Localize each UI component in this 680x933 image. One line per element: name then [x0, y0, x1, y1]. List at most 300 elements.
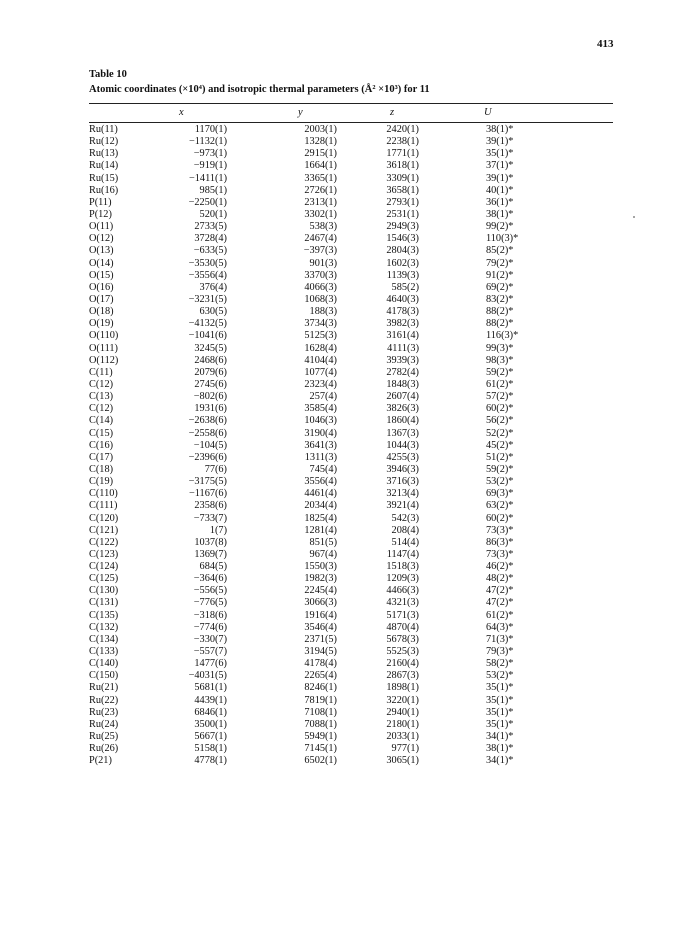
- atom-label: P(11): [89, 196, 112, 208]
- table-row: [0, 719, 680, 731]
- coord-z: 4178(3): [386, 306, 419, 318]
- coord-z: 1139(3): [386, 269, 419, 281]
- atom-label: C(134): [89, 633, 119, 645]
- coord-z: 585(2): [391, 281, 419, 293]
- atom-label: C(19): [89, 476, 114, 488]
- thermal-u: 91(2)*: [486, 269, 514, 281]
- atom-label: O(17): [89, 293, 114, 305]
- coord-z: 2531(1): [386, 208, 419, 220]
- coord-x: −2250(1): [188, 196, 227, 208]
- atom-label: C(120): [89, 512, 119, 524]
- coord-z: 3946(3): [386, 463, 419, 475]
- coord-y: 851(5): [309, 536, 337, 548]
- coord-x: −330(7): [193, 633, 227, 645]
- table-row: [0, 707, 680, 719]
- coord-x: 1037(8): [194, 536, 227, 548]
- atom-label: C(140): [89, 658, 119, 670]
- thermal-u: 79(2)*: [486, 257, 514, 269]
- atom-label: P(12): [89, 208, 112, 220]
- coord-z: 1771(1): [386, 148, 419, 160]
- coord-x: 1477(6): [194, 658, 227, 670]
- coord-z: 3716(3): [386, 476, 419, 488]
- atom-label: C(110): [89, 488, 118, 500]
- coord-z: 5678(3): [386, 633, 419, 645]
- coord-y: 1664(1): [304, 160, 337, 172]
- coord-y: 3641(3): [304, 439, 337, 451]
- coord-x: 2468(6): [194, 354, 227, 366]
- atom-label: Ru(24): [89, 718, 119, 730]
- table-label: Table 10: [89, 69, 127, 80]
- atom-label: C(13): [89, 391, 114, 403]
- thermal-u: 37(1)*: [486, 160, 514, 172]
- atom-label: O(11): [89, 221, 114, 233]
- coord-y: 6502(1): [304, 755, 337, 767]
- coord-x: 985(1): [199, 184, 227, 196]
- coord-z: 4321(3): [386, 597, 419, 609]
- table-row: [0, 415, 680, 427]
- coord-y: 2034(4): [304, 500, 337, 512]
- coord-z: 3826(3): [386, 403, 419, 415]
- table-row: [0, 306, 680, 318]
- table-row: [0, 282, 680, 294]
- table-row: [0, 318, 680, 330]
- table-row: [0, 731, 680, 743]
- table-row: [0, 549, 680, 561]
- coord-z: 1518(3): [386, 561, 419, 573]
- atom-label: C(12): [89, 378, 114, 390]
- table-row: [0, 537, 680, 549]
- table-row: [0, 755, 680, 767]
- thermal-u: 60(2)*: [486, 403, 514, 415]
- thermal-u: 85(2)*: [486, 245, 514, 257]
- coord-x: −776(5): [193, 597, 227, 609]
- coord-x: −802(6): [193, 391, 227, 403]
- thermal-u: 63(2)*: [486, 500, 514, 512]
- atom-label: Ru(14): [89, 160, 119, 172]
- table-row: [0, 573, 680, 585]
- atom-label: C(133): [89, 646, 119, 658]
- coord-y: 7819(1): [304, 694, 337, 706]
- thermal-u: 38(1)*: [486, 208, 514, 220]
- coord-x: 5681(1): [194, 682, 227, 694]
- coord-x: 2745(6): [194, 378, 227, 390]
- atom-label: C(124): [89, 561, 119, 573]
- coord-z: 514(4): [391, 536, 419, 548]
- thermal-u: 64(3)*: [486, 621, 514, 633]
- table-row: [0, 476, 680, 488]
- coord-z: 2793(1): [386, 196, 419, 208]
- table-row: [0, 525, 680, 537]
- table-row: [0, 343, 680, 355]
- atom-label: C(132): [89, 621, 119, 633]
- atom-label: C(16): [89, 439, 114, 451]
- coord-y: 5949(1): [304, 731, 337, 743]
- coord-z: 2607(4): [386, 391, 419, 403]
- coord-y: 1077(4): [304, 366, 337, 378]
- atom-label: Ru(16): [89, 184, 119, 196]
- thermal-u: 45(2)*: [486, 439, 514, 451]
- coord-y: 3194(5): [304, 646, 337, 658]
- table-row: [0, 245, 680, 257]
- coord-z: 5525(3): [386, 646, 419, 658]
- atom-label: C(125): [89, 573, 119, 585]
- coord-y: 3546(4): [304, 621, 337, 633]
- coord-x: 2079(6): [194, 366, 227, 378]
- table-row: [0, 270, 680, 282]
- table-row: [0, 488, 680, 500]
- coord-z: 4870(4): [386, 621, 419, 633]
- coord-x: 684(5): [199, 561, 227, 573]
- coord-x: −318(6): [193, 609, 227, 621]
- thermal-u: 83(2)*: [486, 293, 514, 305]
- column-header-y: y: [298, 107, 303, 118]
- table-row: [0, 391, 680, 403]
- coord-y: 7108(1): [304, 706, 337, 718]
- atom-label: O(14): [89, 257, 114, 269]
- coord-y: 257(4): [309, 391, 337, 403]
- coord-y: 1328(1): [304, 136, 337, 148]
- coord-y: 2265(4): [304, 670, 337, 682]
- table-row: [0, 185, 680, 197]
- coord-y: 1046(3): [304, 415, 337, 427]
- thermal-u: 38(1)*: [486, 743, 514, 755]
- table-row: [0, 610, 680, 622]
- coord-z: 1898(1): [386, 682, 419, 694]
- coord-z: 542(3): [391, 512, 419, 524]
- coord-x: 2733(5): [194, 221, 227, 233]
- coord-x: 6846(1): [194, 706, 227, 718]
- coord-x: 520(1): [199, 208, 227, 220]
- coord-y: 1311(3): [304, 451, 337, 463]
- coord-x: −1132(1): [188, 136, 227, 148]
- thermal-u: 110(3)*: [486, 233, 519, 245]
- coord-x: 376(4): [199, 281, 227, 293]
- coord-x: 77(6): [204, 463, 227, 475]
- thermal-u: 56(2)*: [486, 415, 514, 427]
- coord-x: −633(5): [193, 245, 227, 257]
- atom-label: O(111): [89, 342, 118, 354]
- coord-y: 7088(1): [304, 718, 337, 730]
- coord-x: −2558(6): [188, 427, 227, 439]
- table-row: [0, 233, 680, 245]
- coord-x: 1170(1): [194, 124, 227, 135]
- thermal-u: 57(2)*: [486, 391, 514, 403]
- thermal-u: 79(3)*: [486, 646, 514, 658]
- atom-label: C(15): [89, 427, 114, 439]
- table-row: [0, 379, 680, 391]
- thermal-u: 53(2)*: [486, 670, 514, 682]
- coord-x: −1167(6): [188, 488, 227, 500]
- table-row: [0, 682, 680, 694]
- atom-label: Ru(15): [89, 172, 119, 184]
- table-row: [0, 209, 680, 221]
- thermal-u: 88(2)*: [486, 318, 514, 330]
- table-row: [0, 452, 680, 464]
- thermal-u: 71(3)*: [486, 633, 514, 645]
- atom-label: C(18): [89, 463, 114, 475]
- coord-y: 1916(4): [304, 609, 337, 621]
- thermal-u: 116(3)*: [486, 330, 519, 342]
- thermal-u: 73(3)*: [486, 524, 514, 536]
- table-row: [0, 294, 680, 306]
- thermal-u: 47(2)*: [486, 597, 514, 609]
- coord-z: 3939(3): [386, 354, 419, 366]
- coord-z: 3618(1): [386, 160, 419, 172]
- thermal-u: 69(2)*: [486, 281, 514, 293]
- atom-label: C(17): [89, 451, 114, 463]
- table-row: [0, 355, 680, 367]
- thermal-u: 40(1)*: [486, 184, 514, 196]
- table-row: [0, 440, 680, 452]
- table-row: [0, 634, 680, 646]
- coord-x: −733(7): [193, 512, 227, 524]
- coord-y: 745(4): [309, 463, 337, 475]
- coord-x: −556(5): [193, 585, 227, 597]
- coord-x: −1411(1): [188, 172, 227, 184]
- column-header-x: x: [179, 107, 184, 118]
- coord-z: 3220(1): [386, 694, 419, 706]
- table-row: [0, 743, 680, 755]
- coord-z: 4466(3): [386, 585, 419, 597]
- coord-z: 2949(3): [386, 221, 419, 233]
- coord-z: 1848(3): [386, 378, 419, 390]
- coord-z: 1546(3): [386, 233, 419, 245]
- coord-x: 1(7): [209, 524, 227, 536]
- coord-y: 967(4): [309, 548, 337, 560]
- coord-y: 3066(3): [304, 597, 337, 609]
- coord-x: 4439(1): [194, 694, 227, 706]
- atom-label: Ru(25): [89, 731, 119, 743]
- atom-label: O(15): [89, 269, 114, 281]
- coord-z: 5171(3): [386, 609, 419, 621]
- thermal-u: 73(3)*: [486, 548, 514, 560]
- table-row: [0, 197, 680, 209]
- table-row: [0, 330, 680, 342]
- coord-x: 4778(1): [194, 755, 227, 767]
- coord-y: 188(3): [309, 306, 337, 318]
- coord-y: 3190(4): [304, 427, 337, 439]
- coord-y: 8246(1): [304, 682, 337, 694]
- coord-z: 3213(4): [386, 488, 419, 500]
- thermal-u: 59(2)*: [486, 463, 514, 475]
- atom-label: C(122): [89, 536, 119, 548]
- coord-y: 1825(4): [304, 512, 337, 524]
- coord-y: 1068(3): [304, 293, 337, 305]
- coord-y: 901(3): [309, 257, 337, 269]
- thermal-u: 34(1)*: [486, 755, 514, 767]
- atom-label: O(19): [89, 318, 114, 330]
- scan-speck: [633, 216, 635, 218]
- thermal-u: 35(1)*: [486, 718, 514, 730]
- thermal-u: 48(2)*: [486, 573, 514, 585]
- atom-label: C(121): [89, 524, 119, 536]
- coord-x: −104(5): [193, 439, 227, 451]
- coord-x: −4132(5): [188, 318, 227, 330]
- coord-y: 4104(4): [304, 354, 337, 366]
- coord-y: 2467(4): [304, 233, 337, 245]
- coord-x: −3231(5): [188, 293, 227, 305]
- thermal-u: 36(1)*: [486, 196, 514, 208]
- coord-z: 4640(3): [386, 293, 419, 305]
- atom-label: Ru(21): [89, 682, 119, 694]
- table-row: [0, 622, 680, 634]
- table-body: [0, 124, 680, 767]
- coord-z: 3658(1): [386, 184, 419, 196]
- coord-x: 3500(1): [194, 718, 227, 730]
- coord-y: 2003(1): [304, 124, 337, 135]
- atom-label: C(111): [89, 500, 118, 512]
- coord-y: 2726(1): [304, 184, 337, 196]
- atom-label: Ru(26): [89, 743, 119, 755]
- coord-y: 1982(3): [304, 573, 337, 585]
- atom-label: C(123): [89, 548, 119, 560]
- atom-label: O(110): [89, 330, 119, 342]
- coord-x: −3530(5): [188, 257, 227, 269]
- column-header-u: U: [484, 107, 492, 118]
- coord-x: −557(7): [193, 646, 227, 658]
- thermal-u: 52(2)*: [486, 427, 514, 439]
- table-row: [0, 160, 680, 172]
- coord-z: 1209(3): [386, 573, 419, 585]
- coord-z: 3921(4): [386, 500, 419, 512]
- coord-y: 3556(4): [304, 476, 337, 488]
- table-row: [0, 670, 680, 682]
- table-row: [0, 646, 680, 658]
- table-row: [0, 597, 680, 609]
- coord-z: 2033(1): [386, 731, 419, 743]
- coord-z: 2420(1): [386, 124, 419, 135]
- coord-y: 3302(1): [304, 208, 337, 220]
- thermal-u: 58(2)*: [486, 658, 514, 670]
- coord-z: 3309(1): [386, 172, 419, 184]
- table-header-rule: [89, 122, 613, 123]
- table-row: [0, 695, 680, 707]
- thermal-u: 86(3)*: [486, 536, 514, 548]
- thermal-u: 61(2)*: [486, 609, 514, 621]
- thermal-u: 38(1)*: [486, 124, 514, 135]
- thermal-u: 34(1)*: [486, 731, 514, 743]
- atom-label: Ru(11): [89, 124, 118, 135]
- column-header-z: z: [390, 107, 395, 118]
- coord-x: −364(6): [193, 573, 227, 585]
- table-row: [0, 367, 680, 379]
- table-row: [0, 428, 680, 440]
- atom-label: Ru(13): [89, 148, 119, 160]
- coord-z: 1860(4): [386, 415, 419, 427]
- table-row: [0, 561, 680, 573]
- coord-x: −973(1): [193, 148, 227, 160]
- coord-z: 208(4): [391, 524, 419, 536]
- coord-y: 4178(4): [304, 658, 337, 670]
- atom-label: Ru(22): [89, 694, 119, 706]
- thermal-u: 35(1)*: [486, 694, 514, 706]
- coord-z: 2804(3): [386, 245, 419, 257]
- coord-z: 1044(3): [386, 439, 419, 451]
- coord-z: 2867(3): [386, 670, 419, 682]
- coord-z: 4255(3): [386, 451, 419, 463]
- coord-x: −2396(6): [188, 451, 227, 463]
- atom-label: C(11): [89, 366, 113, 378]
- table-header: [0, 107, 680, 121]
- page-number: 413: [597, 38, 614, 50]
- coord-y: 4461(4): [304, 488, 337, 500]
- atom-label: C(135): [89, 609, 119, 621]
- thermal-u: 35(1)*: [486, 682, 514, 694]
- table-row: [0, 658, 680, 670]
- atom-label: O(13): [89, 245, 114, 257]
- thermal-u: 46(2)*: [486, 561, 514, 573]
- coord-z: 1147(4): [386, 548, 419, 560]
- coord-z: 1367(3): [386, 427, 419, 439]
- thermal-u: 99(2)*: [486, 221, 514, 233]
- coord-x: −2638(6): [188, 415, 227, 427]
- coord-y: 3585(4): [304, 403, 337, 415]
- atom-label: C(150): [89, 670, 119, 682]
- coord-z: 4111(3): [387, 342, 419, 354]
- coord-x: −3175(5): [188, 476, 227, 488]
- coord-y: 4066(3): [304, 281, 337, 293]
- thermal-u: 39(1)*: [486, 172, 514, 184]
- coord-y: 2313(1): [304, 196, 337, 208]
- atom-label: C(14): [89, 415, 114, 427]
- coord-y: 1550(3): [304, 561, 337, 573]
- table-row: [0, 513, 680, 525]
- atom-label: O(16): [89, 281, 114, 293]
- table-row: [0, 500, 680, 512]
- table-row: [0, 221, 680, 233]
- coord-y: 3370(3): [304, 269, 337, 281]
- thermal-u: 59(2)*: [486, 366, 514, 378]
- coord-x: −4031(5): [188, 670, 227, 682]
- coord-y: 1281(4): [304, 524, 337, 536]
- atom-label: O(18): [89, 306, 114, 318]
- coord-z: 2238(1): [386, 136, 419, 148]
- thermal-u: 35(1)*: [486, 148, 514, 160]
- coord-x: 3728(4): [194, 233, 227, 245]
- table-row: [0, 148, 680, 160]
- coord-z: 977(1): [391, 743, 419, 755]
- thermal-u: 53(2)*: [486, 476, 514, 488]
- table-caption: Atomic coordinates (×10⁴) and isotropic thermal parameters (Å² ×10³) for 11: [89, 84, 430, 95]
- thermal-u: 61(2)*: [486, 378, 514, 390]
- coord-y: 2371(5): [304, 633, 337, 645]
- coord-x: 3245(5): [194, 342, 227, 354]
- coord-x: 630(5): [199, 306, 227, 318]
- thermal-u: 60(2)*: [486, 512, 514, 524]
- coord-y: 5125(3): [304, 330, 337, 342]
- coord-y: 3365(1): [304, 172, 337, 184]
- coord-z: 2160(4): [386, 658, 419, 670]
- atom-label: O(12): [89, 233, 114, 245]
- coord-x: −774(6): [193, 621, 227, 633]
- coord-x: 5158(1): [194, 743, 227, 755]
- coord-y: 2245(4): [304, 585, 337, 597]
- coord-z: 2180(1): [386, 718, 419, 730]
- coord-x: 5667(1): [194, 731, 227, 743]
- thermal-u: 69(3)*: [486, 488, 514, 500]
- coord-y: 538(3): [309, 221, 337, 233]
- coord-x: −1041(6): [188, 330, 227, 342]
- coord-y: 1628(4): [304, 342, 337, 354]
- thermal-u: 99(3)*: [486, 342, 514, 354]
- coord-x: −919(1): [193, 160, 227, 172]
- coord-z: 3982(3): [386, 318, 419, 330]
- atom-label: C(12): [89, 403, 114, 415]
- coord-y: 3734(3): [304, 318, 337, 330]
- coord-x: 1369(7): [194, 548, 227, 560]
- table-row: [0, 136, 680, 148]
- coord-x: −3556(4): [188, 269, 227, 281]
